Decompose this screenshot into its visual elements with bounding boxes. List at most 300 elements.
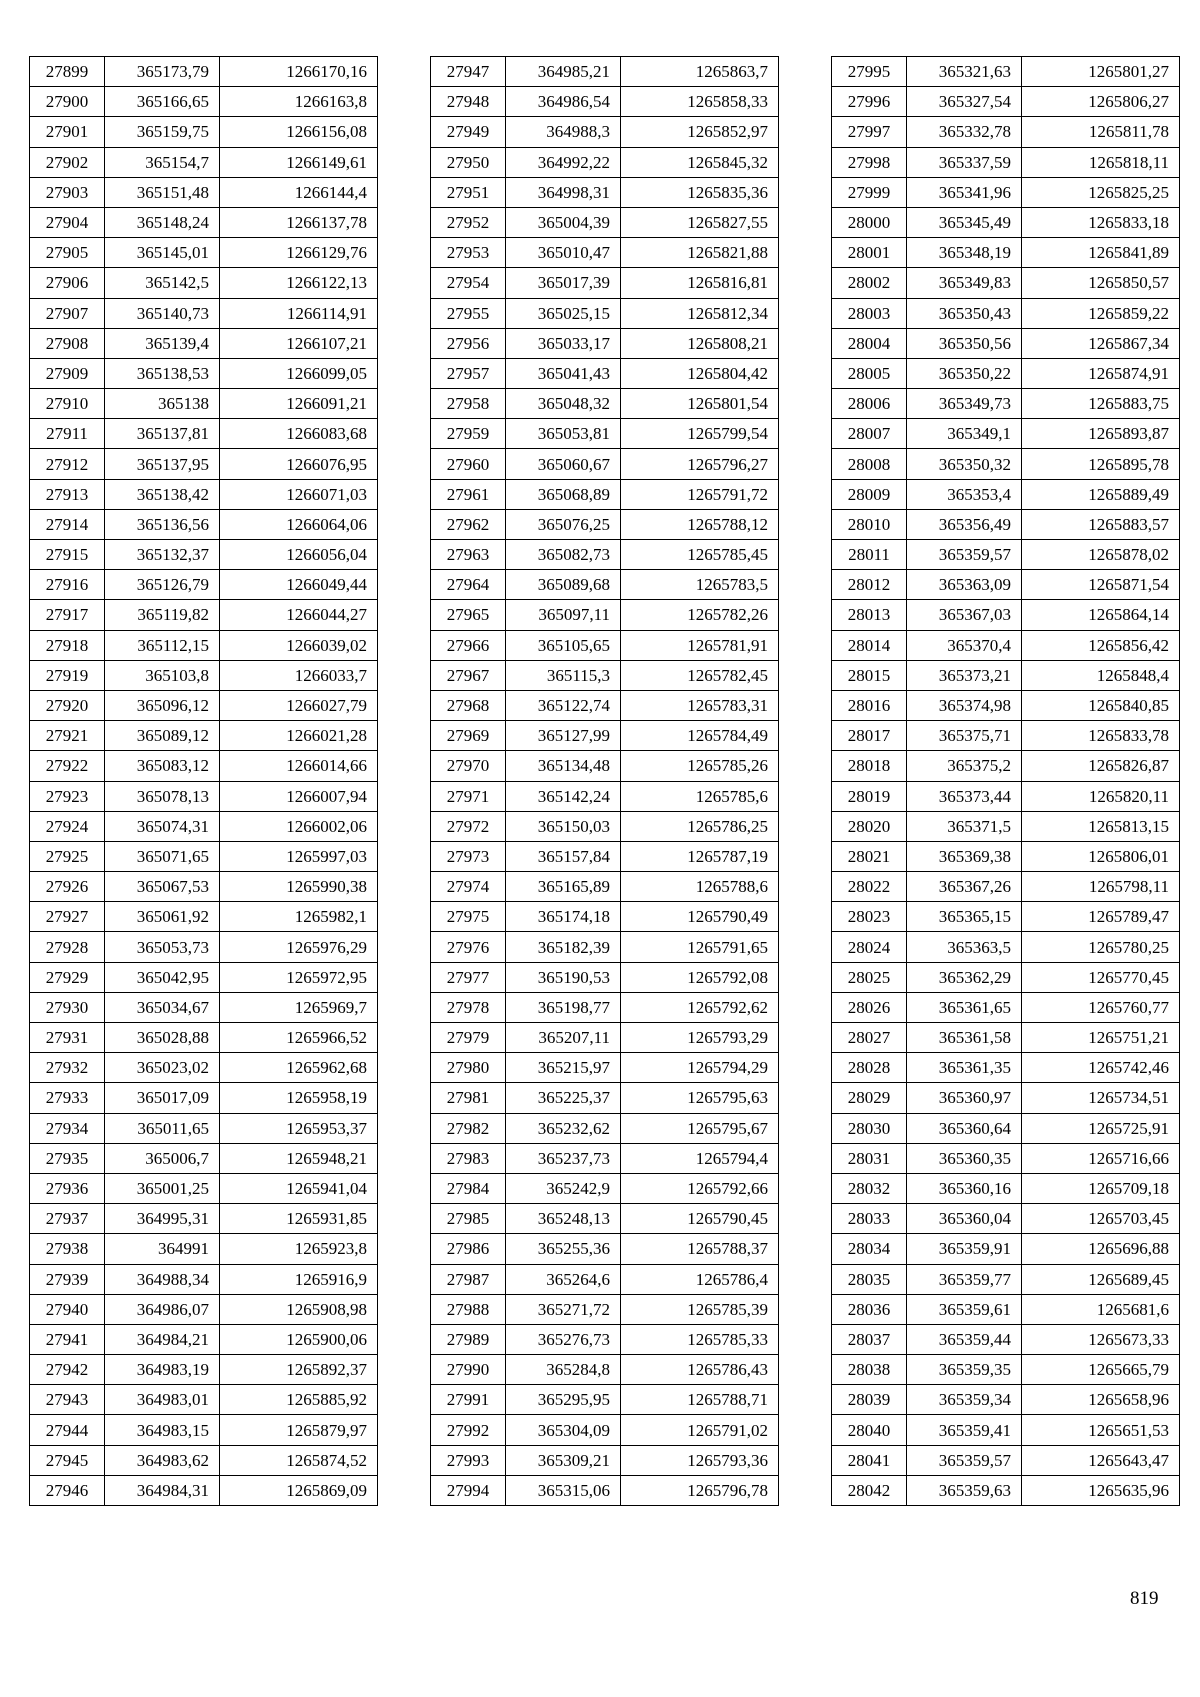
table-row xyxy=(431,630,779,660)
y-coordinate-cell: 1265895,78 xyxy=(1022,449,1180,479)
table-row xyxy=(832,147,1180,177)
table-row xyxy=(30,721,378,751)
point-number-cell: 27985 xyxy=(431,1204,506,1234)
y-coordinate-cell: 1265874,91 xyxy=(1022,358,1180,388)
table-row xyxy=(431,298,779,328)
table-row xyxy=(431,781,779,811)
table-row xyxy=(832,1234,1180,1264)
y-coordinate-cell: 1265908,98 xyxy=(220,1294,378,1324)
table-row xyxy=(832,328,1180,358)
table-row xyxy=(832,932,1180,962)
y-coordinate-cell: 1265796,78 xyxy=(621,1475,779,1505)
point-number-cell: 27980 xyxy=(431,1053,506,1083)
point-number-cell: 27976 xyxy=(431,932,506,962)
x-coordinate-cell: 365138 xyxy=(105,389,220,419)
x-coordinate-cell: 365359,57 xyxy=(907,1445,1022,1475)
table-body xyxy=(431,57,779,1506)
table-row xyxy=(30,1415,378,1445)
point-number-cell: 28016 xyxy=(832,690,907,720)
x-coordinate-cell: 365071,65 xyxy=(105,841,220,871)
x-coordinate-cell: 364992,22 xyxy=(506,147,621,177)
x-coordinate-cell: 365353,4 xyxy=(907,479,1022,509)
y-coordinate-cell: 1265725,91 xyxy=(1022,1113,1180,1143)
table-row xyxy=(431,1415,779,1445)
x-coordinate-cell: 365332,78 xyxy=(907,117,1022,147)
table-row xyxy=(832,117,1180,147)
table-row xyxy=(30,1264,378,1294)
point-number-cell: 27992 xyxy=(431,1415,506,1445)
x-coordinate-cell: 364988,34 xyxy=(105,1264,220,1294)
x-coordinate-cell: 365350,32 xyxy=(907,449,1022,479)
point-number-cell: 27975 xyxy=(431,902,506,932)
y-coordinate-cell: 1265673,33 xyxy=(1022,1324,1180,1354)
table-row xyxy=(30,509,378,539)
table-row xyxy=(431,177,779,207)
y-coordinate-cell: 1265794,4 xyxy=(621,1143,779,1173)
y-coordinate-cell: 1266056,04 xyxy=(220,540,378,570)
x-coordinate-cell: 365126,79 xyxy=(105,570,220,600)
point-number-cell: 27916 xyxy=(30,570,105,600)
table-row xyxy=(431,690,779,720)
x-coordinate-cell: 365103,8 xyxy=(105,660,220,690)
y-coordinate-cell: 1265785,45 xyxy=(621,540,779,570)
point-number-cell: 28004 xyxy=(832,328,907,358)
x-coordinate-cell: 365053,81 xyxy=(506,419,621,449)
table-row xyxy=(832,1113,1180,1143)
table-row xyxy=(431,841,779,871)
point-number-cell: 27991 xyxy=(431,1385,506,1415)
table-row xyxy=(832,1355,1180,1385)
point-number-cell: 27939 xyxy=(30,1264,105,1294)
y-coordinate-cell: 1266156,08 xyxy=(220,117,378,147)
point-number-cell: 28012 xyxy=(832,570,907,600)
x-coordinate-cell: 365001,25 xyxy=(105,1173,220,1203)
x-coordinate-cell: 365053,73 xyxy=(105,932,220,962)
y-coordinate-cell: 1265859,22 xyxy=(1022,298,1180,328)
table-row xyxy=(30,1475,378,1505)
table-row xyxy=(431,1113,779,1143)
y-coordinate-cell: 1265892,37 xyxy=(220,1355,378,1385)
point-number-cell: 27996 xyxy=(832,87,907,117)
x-coordinate-cell: 365028,88 xyxy=(105,1023,220,1053)
y-coordinate-cell: 1265787,19 xyxy=(621,841,779,871)
table-row xyxy=(431,570,779,600)
point-number-cell: 27970 xyxy=(431,751,506,781)
x-coordinate-cell: 365034,67 xyxy=(105,992,220,1022)
y-coordinate-cell: 1265792,62 xyxy=(621,992,779,1022)
table-row xyxy=(832,238,1180,268)
table-row xyxy=(832,1173,1180,1203)
x-coordinate-cell: 365138,42 xyxy=(105,479,220,509)
point-number-cell: 27948 xyxy=(431,87,506,117)
point-number-cell: 28027 xyxy=(832,1023,907,1053)
y-coordinate-cell: 1265885,92 xyxy=(220,1385,378,1415)
point-number-cell: 27978 xyxy=(431,992,506,1022)
point-number-cell: 28018 xyxy=(832,751,907,781)
x-coordinate-cell: 365360,04 xyxy=(907,1204,1022,1234)
x-coordinate-cell: 365370,4 xyxy=(907,630,1022,660)
y-coordinate-cell: 1265793,29 xyxy=(621,1023,779,1053)
table-row xyxy=(832,389,1180,419)
point-number-cell: 27946 xyxy=(30,1475,105,1505)
point-number-cell: 28015 xyxy=(832,660,907,690)
point-number-cell: 28003 xyxy=(832,298,907,328)
x-coordinate-cell: 365190,53 xyxy=(506,962,621,992)
y-coordinate-cell: 1266014,66 xyxy=(220,751,378,781)
point-number-cell: 27968 xyxy=(431,690,506,720)
point-number-cell: 28007 xyxy=(832,419,907,449)
table-row xyxy=(832,600,1180,630)
y-coordinate-cell: 1265867,34 xyxy=(1022,328,1180,358)
point-number-cell: 27903 xyxy=(30,177,105,207)
x-coordinate-cell: 365365,15 xyxy=(907,902,1022,932)
point-number-cell: 27940 xyxy=(30,1294,105,1324)
point-number-cell: 28036 xyxy=(832,1294,907,1324)
x-coordinate-cell: 365096,12 xyxy=(105,690,220,720)
y-coordinate-cell: 1265812,34 xyxy=(621,298,779,328)
table-row xyxy=(431,1445,779,1475)
y-coordinate-cell: 1266064,06 xyxy=(220,509,378,539)
x-coordinate-cell: 365371,5 xyxy=(907,811,1022,841)
x-coordinate-cell: 364984,31 xyxy=(105,1475,220,1505)
y-coordinate-cell: 1265820,11 xyxy=(1022,781,1180,811)
table-row xyxy=(431,57,779,87)
x-coordinate-cell: 365345,49 xyxy=(907,207,1022,237)
x-coordinate-cell: 365375,71 xyxy=(907,721,1022,751)
point-number-cell: 27988 xyxy=(431,1294,506,1324)
y-coordinate-cell: 1265716,66 xyxy=(1022,1143,1180,1173)
x-coordinate-cell: 365215,97 xyxy=(506,1053,621,1083)
y-coordinate-cell: 1265751,21 xyxy=(1022,1023,1180,1053)
point-number-cell: 28020 xyxy=(832,811,907,841)
point-number-cell: 27999 xyxy=(832,177,907,207)
y-coordinate-cell: 1266099,05 xyxy=(220,358,378,388)
y-coordinate-cell: 1265833,78 xyxy=(1022,721,1180,751)
y-coordinate-cell: 1265840,85 xyxy=(1022,690,1180,720)
y-coordinate-cell: 1265760,77 xyxy=(1022,992,1180,1022)
x-coordinate-cell: 365309,21 xyxy=(506,1445,621,1475)
y-coordinate-cell: 1265790,49 xyxy=(621,902,779,932)
y-coordinate-cell: 1265792,66 xyxy=(621,1173,779,1203)
point-number-cell: 27954 xyxy=(431,268,506,298)
y-coordinate-cell: 1265734,51 xyxy=(1022,1083,1180,1113)
y-coordinate-cell: 1265953,37 xyxy=(220,1113,378,1143)
y-coordinate-cell: 1266007,94 xyxy=(220,781,378,811)
y-coordinate-cell: 1265958,19 xyxy=(220,1083,378,1113)
x-coordinate-cell: 365182,39 xyxy=(506,932,621,962)
table-row xyxy=(431,962,779,992)
point-number-cell: 28031 xyxy=(832,1143,907,1173)
point-number-cell: 28032 xyxy=(832,1173,907,1203)
x-coordinate-cell: 365242,9 xyxy=(506,1173,621,1203)
coordinate-table-1 xyxy=(29,56,378,1506)
x-coordinate-cell: 365349,1 xyxy=(907,419,1022,449)
y-coordinate-cell: 1265825,25 xyxy=(1022,177,1180,207)
y-coordinate-cell: 1266091,21 xyxy=(220,389,378,419)
x-coordinate-cell: 365350,22 xyxy=(907,358,1022,388)
point-number-cell: 27901 xyxy=(30,117,105,147)
table-row xyxy=(431,1143,779,1173)
table-row xyxy=(431,992,779,1022)
x-coordinate-cell: 364991 xyxy=(105,1234,220,1264)
y-coordinate-cell: 1265879,97 xyxy=(220,1415,378,1445)
y-coordinate-cell: 1265658,96 xyxy=(1022,1385,1180,1415)
table-row xyxy=(431,419,779,449)
x-coordinate-cell: 365033,17 xyxy=(506,328,621,358)
point-number-cell: 28028 xyxy=(832,1053,907,1083)
y-coordinate-cell: 1265869,09 xyxy=(220,1475,378,1505)
y-coordinate-cell: 1265883,75 xyxy=(1022,389,1180,419)
table-row xyxy=(431,87,779,117)
point-number-cell: 27979 xyxy=(431,1023,506,1053)
point-number-cell: 27995 xyxy=(832,57,907,87)
y-coordinate-cell: 1265783,5 xyxy=(621,570,779,600)
point-number-cell: 27962 xyxy=(431,509,506,539)
point-number-cell: 27902 xyxy=(30,147,105,177)
point-number-cell: 27914 xyxy=(30,509,105,539)
table-row xyxy=(30,238,378,268)
y-coordinate-cell: 1265916,9 xyxy=(220,1264,378,1294)
point-number-cell: 27942 xyxy=(30,1355,105,1385)
x-coordinate-cell: 365373,44 xyxy=(907,781,1022,811)
point-number-cell: 27963 xyxy=(431,540,506,570)
x-coordinate-cell: 365359,77 xyxy=(907,1264,1022,1294)
x-coordinate-cell: 365359,63 xyxy=(907,1475,1022,1505)
table-row xyxy=(431,902,779,932)
x-coordinate-cell: 365011,65 xyxy=(105,1113,220,1143)
x-coordinate-cell: 365360,97 xyxy=(907,1083,1022,1113)
y-coordinate-cell: 1266039,02 xyxy=(220,630,378,660)
x-coordinate-cell: 365142,5 xyxy=(105,268,220,298)
point-number-cell: 28041 xyxy=(832,1445,907,1475)
y-coordinate-cell: 1265780,25 xyxy=(1022,932,1180,962)
y-coordinate-cell: 1266107,21 xyxy=(220,328,378,358)
table-row xyxy=(832,479,1180,509)
y-coordinate-cell: 1265982,1 xyxy=(220,902,378,932)
y-coordinate-cell: 1265785,26 xyxy=(621,751,779,781)
x-coordinate-cell: 365048,32 xyxy=(506,389,621,419)
y-coordinate-cell: 1265811,78 xyxy=(1022,117,1180,147)
table-row xyxy=(832,872,1180,902)
table-row xyxy=(431,1355,779,1385)
x-coordinate-cell: 365361,35 xyxy=(907,1053,1022,1083)
y-coordinate-cell: 1265818,11 xyxy=(1022,147,1180,177)
table-row xyxy=(832,1475,1180,1505)
x-coordinate-cell: 365010,47 xyxy=(506,238,621,268)
x-coordinate-cell: 365356,49 xyxy=(907,509,1022,539)
table-row xyxy=(431,1023,779,1053)
y-coordinate-cell: 1265781,91 xyxy=(621,630,779,660)
table-row xyxy=(832,690,1180,720)
x-coordinate-cell: 364983,62 xyxy=(105,1445,220,1475)
table-row xyxy=(431,600,779,630)
y-coordinate-cell: 1265689,45 xyxy=(1022,1264,1180,1294)
point-number-cell: 28035 xyxy=(832,1264,907,1294)
point-number-cell: 28025 xyxy=(832,962,907,992)
x-coordinate-cell: 365367,26 xyxy=(907,872,1022,902)
point-number-cell: 27981 xyxy=(431,1083,506,1113)
x-coordinate-cell: 365004,39 xyxy=(506,207,621,237)
y-coordinate-cell: 1265799,54 xyxy=(621,419,779,449)
table-row xyxy=(30,690,378,720)
table-row xyxy=(431,449,779,479)
point-number-cell: 27943 xyxy=(30,1385,105,1415)
table-row xyxy=(30,1113,378,1143)
x-coordinate-cell: 365119,82 xyxy=(105,600,220,630)
x-coordinate-cell: 365362,29 xyxy=(907,962,1022,992)
point-number-cell: 27932 xyxy=(30,1053,105,1083)
x-coordinate-cell: 365174,18 xyxy=(506,902,621,932)
y-coordinate-cell: 1265681,6 xyxy=(1022,1294,1180,1324)
point-number-cell: 28017 xyxy=(832,721,907,751)
table-row xyxy=(431,1234,779,1264)
table-row xyxy=(832,902,1180,932)
point-number-cell: 28038 xyxy=(832,1355,907,1385)
table-row xyxy=(30,1234,378,1264)
table-row xyxy=(30,1053,378,1083)
point-number-cell: 27920 xyxy=(30,690,105,720)
y-coordinate-cell: 1265783,31 xyxy=(621,690,779,720)
y-coordinate-cell: 1266021,28 xyxy=(220,721,378,751)
point-number-cell: 27938 xyxy=(30,1234,105,1264)
table-row xyxy=(30,1445,378,1475)
x-coordinate-cell: 365060,67 xyxy=(506,449,621,479)
point-number-cell: 28039 xyxy=(832,1385,907,1415)
y-coordinate-cell: 1265845,32 xyxy=(621,147,779,177)
table-row xyxy=(832,660,1180,690)
table-row xyxy=(431,1083,779,1113)
table-row xyxy=(431,1264,779,1294)
table-row xyxy=(30,1173,378,1203)
x-coordinate-cell: 365105,65 xyxy=(506,630,621,660)
y-coordinate-cell: 1265883,57 xyxy=(1022,509,1180,539)
x-coordinate-cell: 365151,48 xyxy=(105,177,220,207)
x-coordinate-cell: 365132,37 xyxy=(105,540,220,570)
point-number-cell: 27972 xyxy=(431,811,506,841)
table-row xyxy=(431,811,779,841)
y-coordinate-cell: 1266163,8 xyxy=(220,87,378,117)
point-number-cell: 27927 xyxy=(30,902,105,932)
table-row xyxy=(431,268,779,298)
coordinate-table-2 xyxy=(430,56,779,1506)
table-row xyxy=(30,932,378,962)
point-number-cell: 28026 xyxy=(832,992,907,1022)
y-coordinate-cell: 1265835,36 xyxy=(621,177,779,207)
point-number-cell: 27952 xyxy=(431,207,506,237)
y-coordinate-cell: 1265635,96 xyxy=(1022,1475,1180,1505)
table-row xyxy=(832,1415,1180,1445)
y-coordinate-cell: 1265788,12 xyxy=(621,509,779,539)
y-coordinate-cell: 1266083,68 xyxy=(220,419,378,449)
x-coordinate-cell: 365341,96 xyxy=(907,177,1022,207)
table-row xyxy=(832,570,1180,600)
x-coordinate-cell: 365359,41 xyxy=(907,1415,1022,1445)
y-coordinate-cell: 1265703,45 xyxy=(1022,1204,1180,1234)
x-coordinate-cell: 365359,35 xyxy=(907,1355,1022,1385)
y-coordinate-cell: 1266149,61 xyxy=(220,147,378,177)
y-coordinate-cell: 1265827,55 xyxy=(621,207,779,237)
y-coordinate-cell: 1265643,47 xyxy=(1022,1445,1180,1475)
point-number-cell: 27899 xyxy=(30,57,105,87)
y-coordinate-cell: 1265709,18 xyxy=(1022,1173,1180,1203)
x-coordinate-cell: 365374,98 xyxy=(907,690,1022,720)
x-coordinate-cell: 365359,44 xyxy=(907,1324,1022,1354)
point-number-cell: 28019 xyxy=(832,781,907,811)
table-row xyxy=(30,630,378,660)
y-coordinate-cell: 1265931,85 xyxy=(220,1204,378,1234)
point-number-cell: 27911 xyxy=(30,419,105,449)
point-number-cell: 27900 xyxy=(30,87,105,117)
point-number-cell: 27937 xyxy=(30,1204,105,1234)
y-coordinate-cell: 1266033,7 xyxy=(220,660,378,690)
y-coordinate-cell: 1265864,14 xyxy=(1022,600,1180,630)
table-row xyxy=(30,1083,378,1113)
point-number-cell: 28024 xyxy=(832,932,907,962)
table-row xyxy=(30,177,378,207)
point-number-cell: 27989 xyxy=(431,1324,506,1354)
point-number-cell: 27982 xyxy=(431,1113,506,1143)
table-row xyxy=(832,1023,1180,1053)
y-coordinate-cell: 1265785,33 xyxy=(621,1324,779,1354)
table-row xyxy=(431,238,779,268)
point-number-cell: 27949 xyxy=(431,117,506,147)
x-coordinate-cell: 365367,03 xyxy=(907,600,1022,630)
x-coordinate-cell: 364983,19 xyxy=(105,1355,220,1385)
y-coordinate-cell: 1266129,76 xyxy=(220,238,378,268)
table-row xyxy=(30,147,378,177)
x-coordinate-cell: 364986,54 xyxy=(506,87,621,117)
y-coordinate-cell: 1266027,79 xyxy=(220,690,378,720)
y-coordinate-cell: 1265801,27 xyxy=(1022,57,1180,87)
point-number-cell: 27923 xyxy=(30,781,105,811)
x-coordinate-cell: 365369,38 xyxy=(907,841,1022,871)
table-row xyxy=(30,902,378,932)
point-number-cell: 27912 xyxy=(30,449,105,479)
y-coordinate-cell: 1266002,06 xyxy=(220,811,378,841)
x-coordinate-cell: 365136,56 xyxy=(105,509,220,539)
x-coordinate-cell: 365350,56 xyxy=(907,328,1022,358)
x-coordinate-cell: 365359,91 xyxy=(907,1234,1022,1264)
y-coordinate-cell: 1265852,97 xyxy=(621,117,779,147)
point-number-cell: 28040 xyxy=(832,1415,907,1445)
x-coordinate-cell: 365255,36 xyxy=(506,1234,621,1264)
x-coordinate-cell: 365359,34 xyxy=(907,1385,1022,1415)
point-number-cell: 28042 xyxy=(832,1475,907,1505)
y-coordinate-cell: 1265788,6 xyxy=(621,872,779,902)
x-coordinate-cell: 365157,84 xyxy=(506,841,621,871)
point-number-cell: 27969 xyxy=(431,721,506,751)
point-number-cell: 27928 xyxy=(30,932,105,962)
table-row xyxy=(832,1324,1180,1354)
point-number-cell: 27997 xyxy=(832,117,907,147)
x-coordinate-cell: 365140,73 xyxy=(105,298,220,328)
y-coordinate-cell: 1265651,53 xyxy=(1022,1415,1180,1445)
table-row xyxy=(30,1324,378,1354)
table-row xyxy=(832,1143,1180,1173)
point-number-cell: 27953 xyxy=(431,238,506,268)
y-coordinate-cell: 1265848,4 xyxy=(1022,660,1180,690)
x-coordinate-cell: 365363,09 xyxy=(907,570,1022,600)
table-row xyxy=(832,298,1180,328)
x-coordinate-cell: 365122,74 xyxy=(506,690,621,720)
y-coordinate-cell: 1265798,11 xyxy=(1022,872,1180,902)
table-row xyxy=(832,751,1180,781)
table-row xyxy=(832,781,1180,811)
y-coordinate-cell: 1265795,63 xyxy=(621,1083,779,1113)
x-coordinate-cell: 365139,4 xyxy=(105,328,220,358)
table-row xyxy=(30,358,378,388)
point-number-cell: 27967 xyxy=(431,660,506,690)
